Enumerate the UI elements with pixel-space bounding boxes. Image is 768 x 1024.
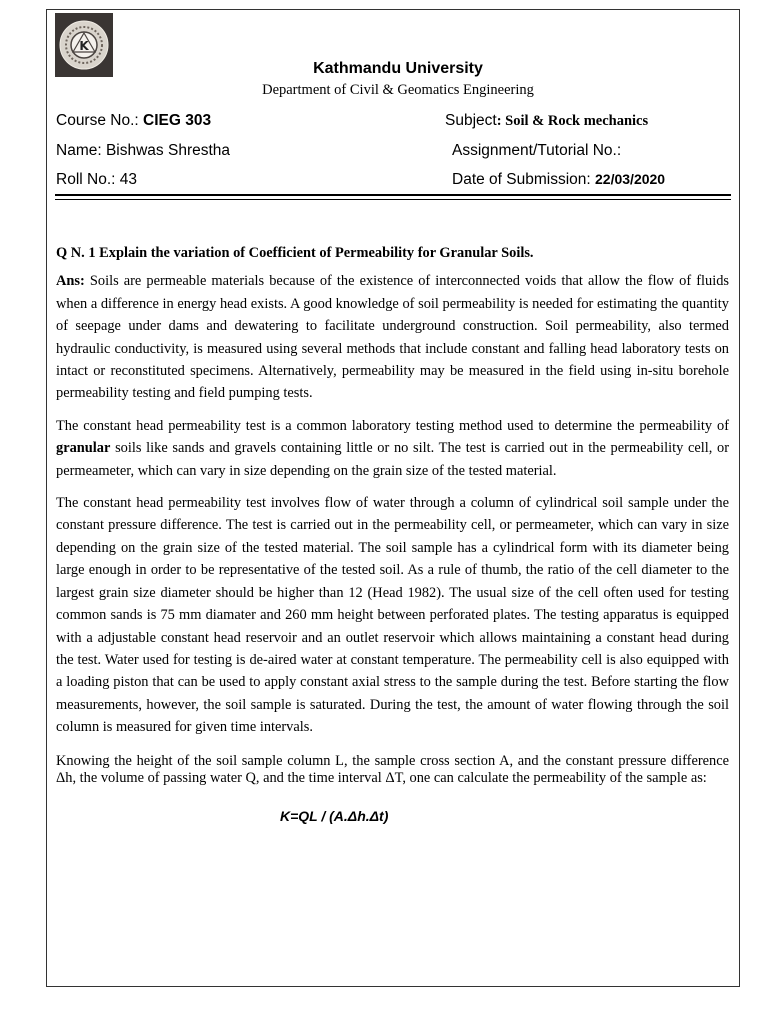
- assignment-field: Assignment/Tutorial No.:: [452, 142, 622, 159]
- name-field: Name: Bishwas Shrestha: [56, 142, 231, 159]
- paragraph-2-bold: granular: [56, 440, 111, 457]
- date-field: [452, 171, 665, 189]
- answer-paragraph-1: [56, 270, 729, 404]
- university-name: Kathmandu University: [313, 60, 483, 77]
- header-divider-thin: [55, 199, 731, 200]
- subject-value: : Soil & Rock mechanics: [496, 113, 649, 129]
- subject-field: [445, 112, 648, 130]
- course-value: CIEG 303: [143, 112, 212, 129]
- answer-label: Ans:: [56, 273, 85, 290]
- department-name: Department of Civil & Geomatics Engineering: [262, 82, 534, 98]
- permeability-formula: K=QL / (A.Δh.Δt): [280, 807, 389, 824]
- date-value: 22/03/2020: [595, 171, 666, 187]
- roll-field: Roll No.: 43: [56, 171, 137, 188]
- svg-text:K: K: [79, 39, 89, 53]
- paragraph-2-text-b: soils like sands and gravels containing little or no silt. The test is carried out in the permeability cell, or permeameter, which can vary in size depending on the grain size of the tested material.: [56, 440, 729, 479]
- document-page: [46, 9, 740, 987]
- document-body: [56, 242, 729, 827]
- answer-paragraph-2: [56, 415, 729, 482]
- paragraph-2-text-a: The constant head permeability test is a common laboratory testing method used to determine the permeability of: [56, 417, 729, 434]
- answer-paragraph-4: Knowing the height of the soil sample column L, the sample cross section A, and the constant pressure difference Δh, the volume of passing water Q, and the time interval ΔT, one can calculate the permeability of the sample as:: [56, 752, 729, 786]
- header-divider-thick: [55, 194, 731, 196]
- date-label: Date of Submission:: [452, 171, 596, 188]
- question-heading: Q N. 1 Explain the variation of Coefficient of Permeability for Granular Soils.: [56, 245, 534, 261]
- course-label: Course No.:: [56, 112, 144, 129]
- subject-label: Subject: [445, 112, 497, 129]
- course-field: [56, 112, 211, 130]
- answer-paragraph-1-text: Soils are permeable materials because of the existence of interconnected voids that allow the flow of fluids when a difference in energy head exists. A good knowledge of soil permeability is needed for estimating the quantity of seepage under dams and dewatering to facilitate underground construction. Soil permeability, also termed hydraulic conductivity, is measured using several methods that include constant and falling head laboratory tests on intact or reconstituted specimens. Alternatively, permeability may be measured in the field using in-situ borehole permeability testing and field pumping tests.: [56, 273, 729, 402]
- answer-paragraph-3: The constant head permeability test involves flow of water through a column of cylindrical soil sample under the constant pressure difference. The test is carried out in the permeability cell, or permeameter, which can vary in size depending on the grain size of the tested material. The soil sample has a cylindrical form with its diameter being large enough in order to be representative of the tested soil. As a rule of thumb, the ratio of the cell diameter to the largest grain size diameter should be higher than 12 (Head 1982). The usual size of the cell often used for testing common sands is 75 mm diamater and 260 mm height between perforated plates. The testing apparatus is equipped with a adjustable constant head reservoir and an outlet reservoir which allows maintaining a constant head during the test. Water used for testing is de-aired water at constant temperature. The permeability cell is also equipped with a loading piston that can be used to apply constant axial stress to the sample during the test. Before starting the flow measurements, however, the soil sample is saturated. During the test, the amount of water flowing through the soil column is measured for given time intervals.: [56, 495, 729, 736]
